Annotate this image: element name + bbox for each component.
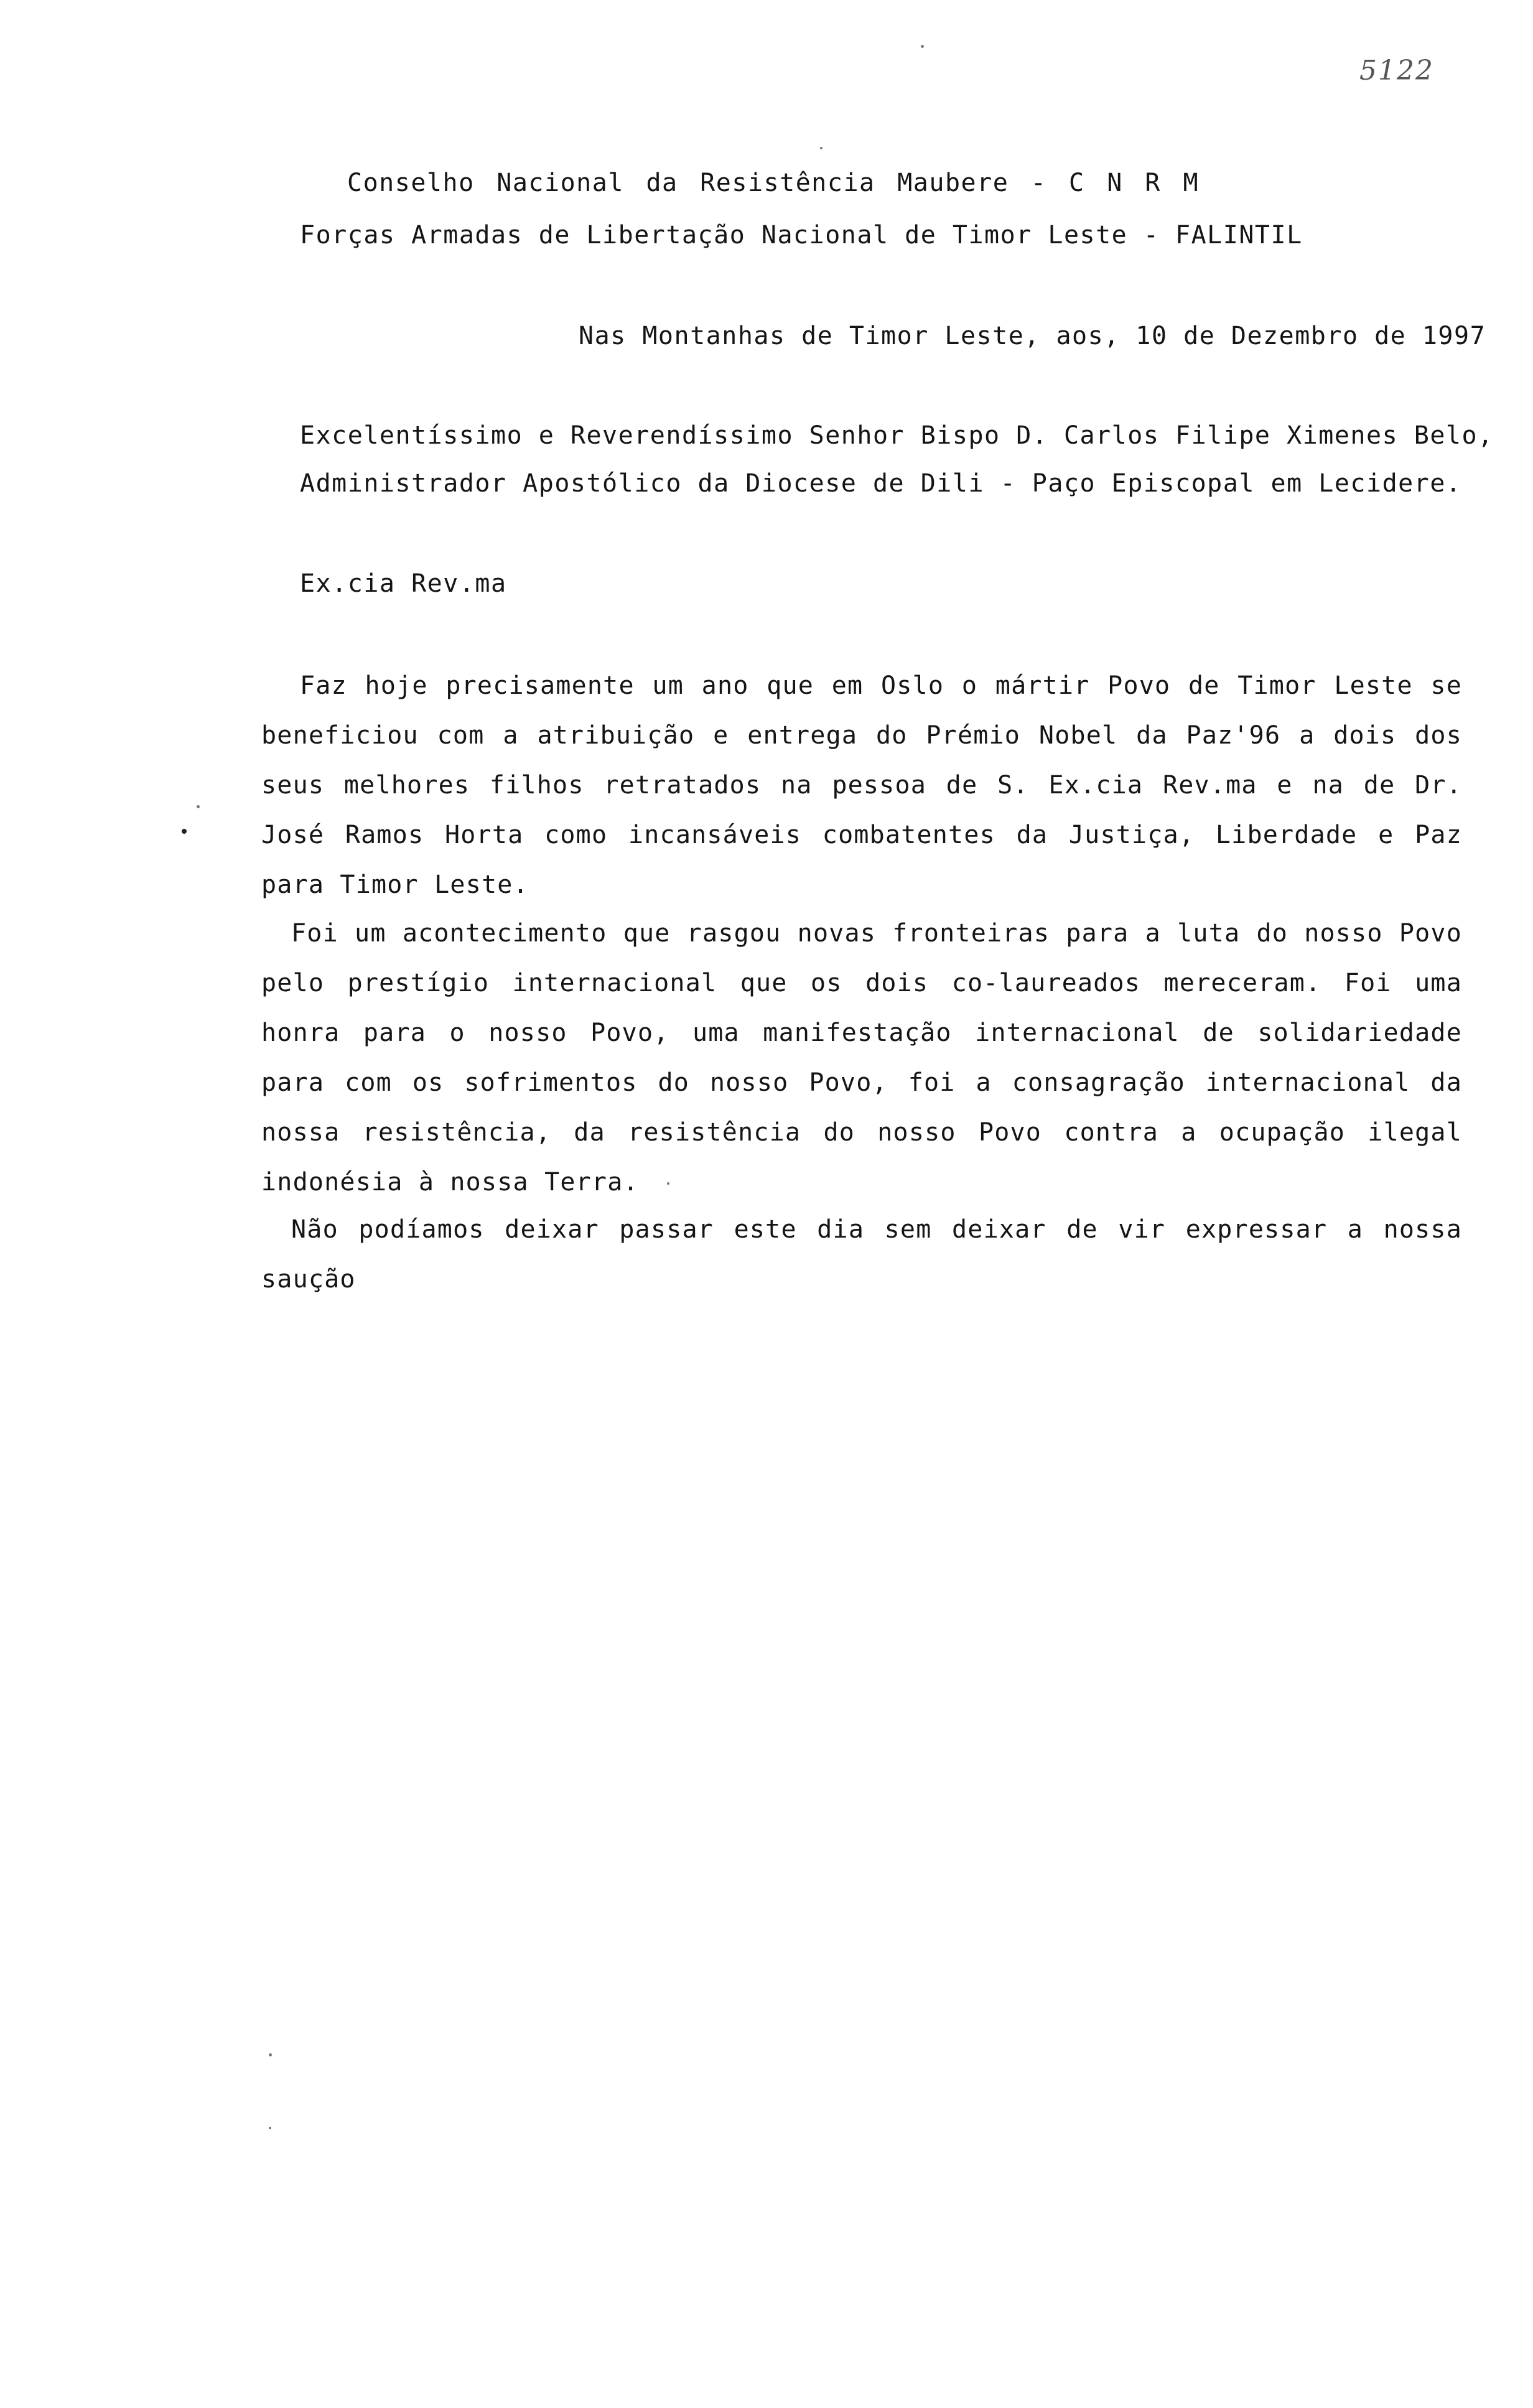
scan-speck [667, 1182, 669, 1185]
scan-speck [182, 829, 187, 834]
archive-reference-number: 5122 [1359, 55, 1434, 86]
salutation: Ex.cia Rev.ma [300, 569, 507, 598]
body-paragraph-anniversary: Faz hoje precisamente um ano que em Oslo o mártir Povo de Timor Leste se beneficiou com a atribuição e entrega do Prémio Nobel da Paz'96 a dois dos seus melhores filhos retratados na pessoa de S. Ex.cia Rev.ma e na de Dr. José Ramos Horta como incansáveis combatentes da Justiça, Liberdade e Paz para Timor Leste. [261, 671, 1462, 899]
scan-speck [197, 805, 200, 808]
scan-speck [820, 147, 822, 149]
scan-speck [269, 2127, 271, 2129]
place-and-date: Nas Montanhas de Timor Leste, aos, 10 de Dezembro de 1997 [579, 322, 1486, 350]
letterhead-organization: Conselho Nacional da Resistência Maubere - C N R M [347, 169, 1200, 197]
body-paragraph-significance: Foi um acontecimento que rasgou novas fronteiras para a luta do nosso Povo pelo prestígio internacional que os dois co-laureados mereceram. Foi uma honra para o nosso Povo, uma manifestação internacional de solidariedade para com os sofrimentos do nosso Povo, foi a consagração internacional da nossa resistência, da resistência do nosso Povo contra a ocupação ilegal indonésia à nossa Terra. [261, 919, 1462, 1197]
scan-speck [269, 2053, 272, 2056]
addressee-title-location: Administrador Apostólico da Diocese de Dili - Paço Episcopal em Lecidere. [300, 469, 1462, 498]
body-paragraph-closing-fragment: Não podíamos deixar passar este dia sem deixar de vir expressar a nossa saução [261, 1215, 1462, 1294]
scan-speck [921, 45, 924, 48]
letterhead-armed-forces: Forças Armadas de Libertação Nacional de Timor Leste - FALINTIL [300, 221, 1303, 250]
addressee-name: Excelentíssimo e Reverendíssimo Senhor Bispo D. Carlos Filipe Ximenes Belo, [300, 421, 1494, 450]
